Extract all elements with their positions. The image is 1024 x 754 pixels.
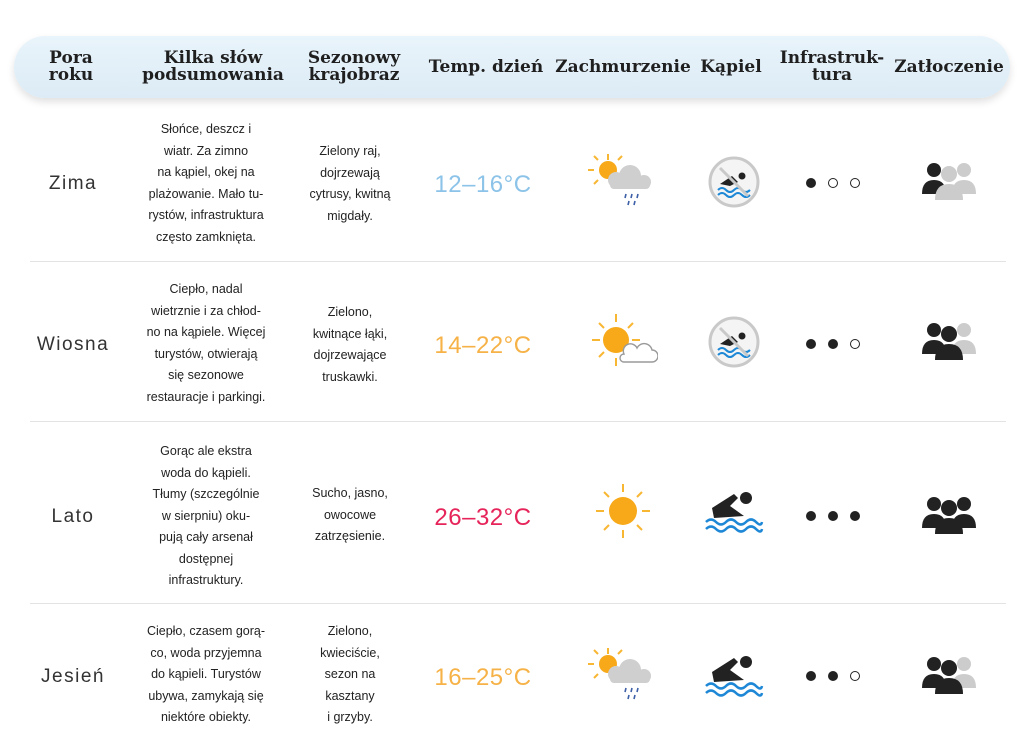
season-label: Lato [51, 506, 95, 527]
row-divider [30, 603, 1006, 604]
no-swimming-icon [706, 154, 762, 210]
temperature-value: 26–32°C [434, 504, 532, 531]
sun-small-cloud-icon [586, 312, 658, 372]
table-row [0, 116, 1024, 260]
no-swimming-icon [706, 314, 762, 370]
dot-filled [828, 671, 838, 681]
dot-filled [850, 511, 860, 521]
header-landscape: Sezonowy krajobraz [307, 48, 401, 85]
dot-filled [806, 671, 816, 681]
header-temperature: Temp. dzień [428, 56, 544, 77]
crowd-icon [920, 494, 978, 534]
dot-filled [828, 339, 838, 349]
header-infrastructure: Infrastruk- tura [779, 48, 885, 85]
dot-empty [850, 178, 860, 188]
table-row [0, 438, 1024, 602]
dot-empty [850, 671, 860, 681]
landscape-text: Zielony raj, dojrzewają cytrusy, kwitną migdały. [309, 144, 391, 223]
summary-text: Słońce, deszcz i wiatr. Za zimno na kąpiel, okej na plażowanie. Mało tu- rystów, infrastruktura często zamknięta. [148, 122, 264, 244]
table-row [0, 618, 1024, 754]
table-header [14, 36, 1010, 98]
sun-cloud-rain-icon [586, 152, 658, 212]
crowd-icon [920, 320, 978, 360]
crowd-icon [920, 160, 978, 200]
summary-text: Ciepło, nadal wietrznie i za chłod- no na kąpiele. Więcej turystów, otwierają się sezonowe restauracje i parkingi. [146, 282, 266, 404]
landscape-text: Zielono, kwieciście, sezon na kasztany i grzyby. [320, 624, 380, 724]
dot-filled [806, 339, 816, 349]
dot-empty [850, 339, 860, 349]
row-divider [30, 261, 1006, 262]
summary-text: Gorąc ale ekstra woda do kąpieli. Tłumy (szczególnie w sierpniu) oku- pują cały arsenał dostępnej infrastruktury. [152, 444, 260, 587]
dot-empty [828, 178, 838, 188]
header-crowding: Zatłoczenie [894, 56, 1004, 77]
temperature-value: 12–16°C [434, 171, 532, 198]
season-label: Jesień [41, 666, 105, 687]
sun-cloud-rain-icon [586, 646, 658, 706]
summary-text: Ciepło, czasem gorą- co, woda przyjemna do kąpieli. Turystów ubywa, zamykają się niektóre obiekty. [146, 624, 266, 724]
landscape-text: Sucho, jasno, owocowe zatrzęsienie. [312, 486, 388, 543]
dot-filled [806, 511, 816, 521]
header-season: Pora roku [48, 48, 94, 85]
dot-filled [806, 178, 816, 188]
temperature-value: 14–22°C [434, 332, 532, 359]
header-cloudiness: Zachmurzenie [555, 56, 691, 77]
temperature-value: 16–25°C [434, 664, 532, 691]
infrastructure-dots [806, 511, 862, 523]
swimming-icon [704, 652, 764, 698]
header-summary: Kilka słów podsumowania [142, 48, 284, 85]
row-divider [30, 421, 1006, 422]
sun-icon [594, 482, 652, 540]
infrastructure-dots [806, 671, 862, 683]
swimming-icon [704, 488, 764, 534]
season-label: Zima [48, 173, 98, 194]
landscape-text: Zielono, kwitnące łąki, dojrzewające truskawki. [312, 305, 388, 384]
season-label: Wiosna [36, 334, 110, 355]
header-swimming: Kąpiel [700, 56, 762, 77]
dot-filled [828, 511, 838, 521]
infrastructure-dots [806, 339, 862, 351]
crowd-icon [920, 654, 978, 694]
infrastructure-dots [806, 178, 862, 190]
table-row [0, 276, 1024, 420]
